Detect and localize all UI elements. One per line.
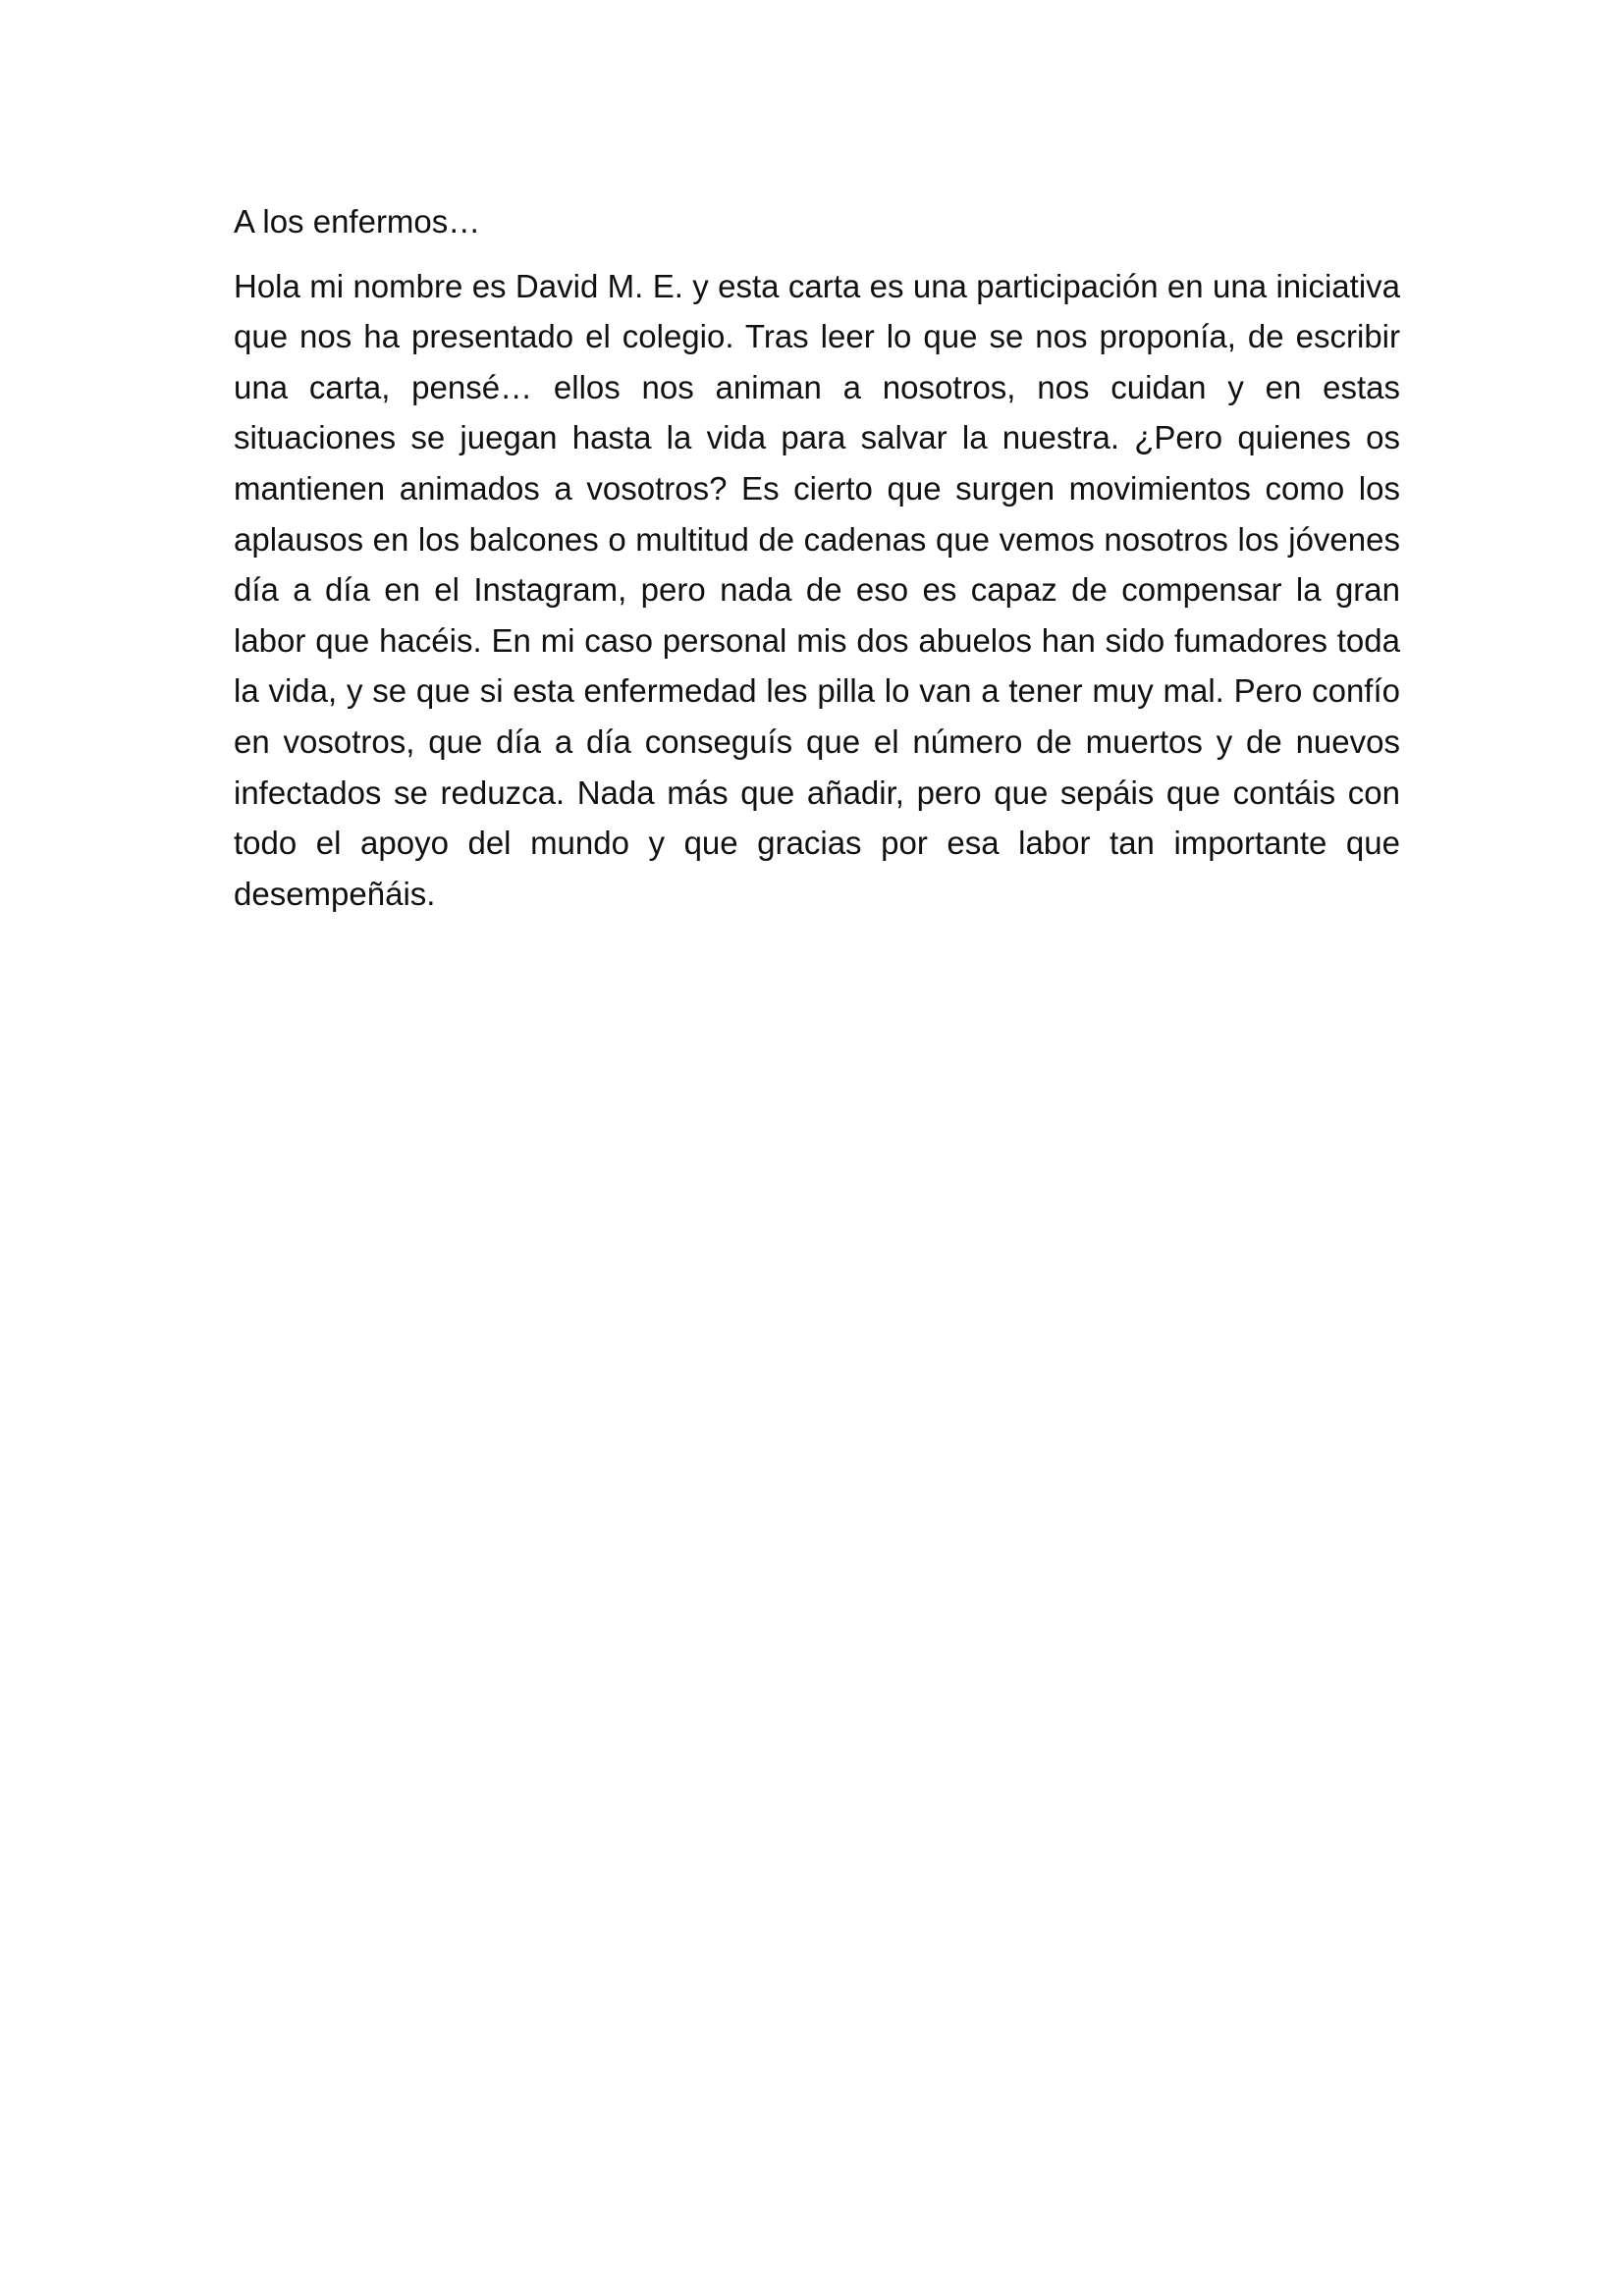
letter-body-paragraph: Hola mi nombre es David M. E. y esta carta es una participación en una iniciativa que nos ha presentado el colegio. Tras leer lo que se nos proponía, de escribir una carta, pensé… ellos nos animan a nosotros, nos cuidan y en estas situaciones se juegan hasta la vida para salvar la nuestra. ¿Pero quienes os mantienen animados a vosotros? Es cierto que surgen movimientos como los aplausos en los balcones o multitud de cadenas que vemos nosotros los jóvenes día a día en el Instagram, pero nada de eso es capaz de compensar la gran labor que hacéis. En mi caso personal mis dos abuelos han sido fumadores toda la vida, y se que si esta enfermedad les pilla lo van a tener muy mal. Pero confío en vosotros, que día a día conseguís que el número de muertos y de nuevos infectados se reduzca. Nada más que añadir, pero que sepáis que contáis con todo el apoyo del mundo y que gracias por esa labor tan importante que desempeñáis. [234, 267, 1400, 912]
letter [234, 196, 1400, 919]
letter-salutation: A los enfermos… [234, 203, 481, 240]
